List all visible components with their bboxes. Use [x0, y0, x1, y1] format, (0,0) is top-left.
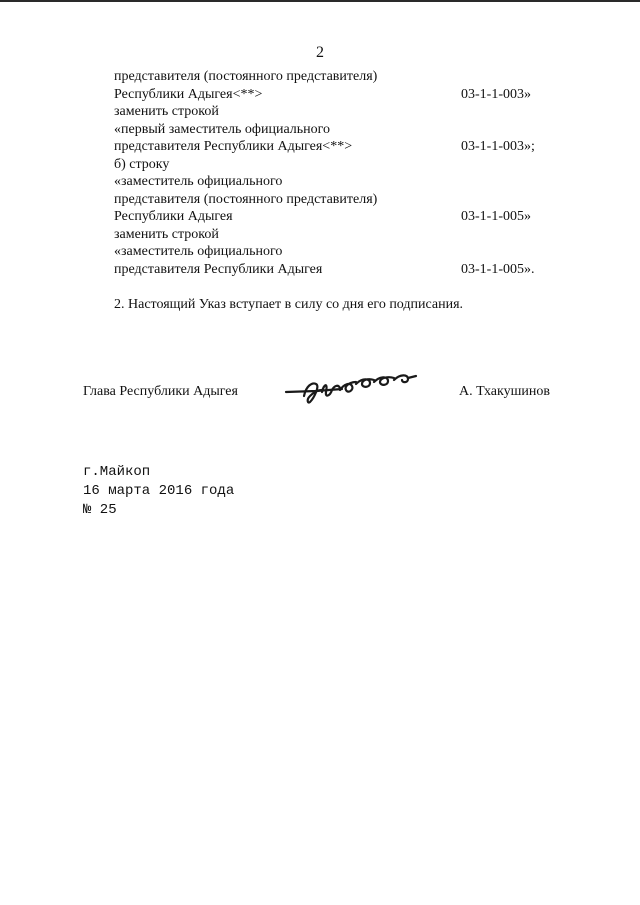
signatory-title: Глава Республики Адыгея: [83, 384, 238, 399]
amendment-line: [114, 191, 554, 209]
amendment-text: Республики Адыгея<**>: [114, 86, 263, 102]
amendment-text: «первый заместитель официального: [114, 121, 331, 137]
amendment-text: заменить строкой: [114, 226, 219, 242]
amendment-text: «заместитель официального: [114, 244, 283, 259]
amendment-text: представителя (постоянного представителя): [114, 191, 378, 207]
amendment-text: «заместитель официального: [114, 174, 283, 189]
amendment-text: заменить строкой: [114, 104, 219, 119]
amendment-line: [114, 173, 554, 191]
amendment-text: представителя Республики Адыгея: [114, 261, 323, 277]
amendment-code: 03-1-1-005».: [461, 261, 535, 277]
amendment-lines: [114, 68, 554, 278]
amendment-text: представителя (постоянного представителя): [114, 69, 378, 84]
page-top-edge: [0, 0, 640, 2]
amendment-line: [114, 208, 554, 226]
amendment-line: [114, 103, 554, 121]
decree-date: 16 марта 2016 года: [83, 483, 235, 499]
amendment-line: [114, 121, 554, 139]
amendment-line: [114, 138, 554, 156]
amendment-text: б) строку: [114, 156, 170, 172]
decree-number: № 25: [83, 502, 117, 518]
amendment-line: [114, 226, 554, 244]
amendment-line: [114, 68, 554, 86]
effective-clause: 2. Настоящий Указ вступает в силу со дня его подписания.: [114, 297, 464, 312]
amendment-code: 03-1-1-003»;: [461, 139, 535, 154]
amendment-text: представителя Республики Адыгея<**>: [114, 139, 353, 154]
place-city: г.Майкоп: [83, 464, 151, 480]
amendment-line: [114, 261, 554, 279]
amendment-line: [114, 156, 554, 174]
amendment-line: [114, 243, 554, 261]
signatory-name: А. Тхакушинов: [459, 384, 550, 399]
amendment-line: [114, 86, 554, 104]
amendment-text: Республики Адыгея: [114, 209, 233, 224]
handwritten-signature: [282, 370, 422, 410]
place-date-block: [83, 463, 234, 520]
amendment-code: 03-1-1-003»: [461, 86, 531, 102]
amendment-code: 03-1-1-005»: [461, 209, 531, 224]
page-number: 2: [316, 44, 324, 61]
